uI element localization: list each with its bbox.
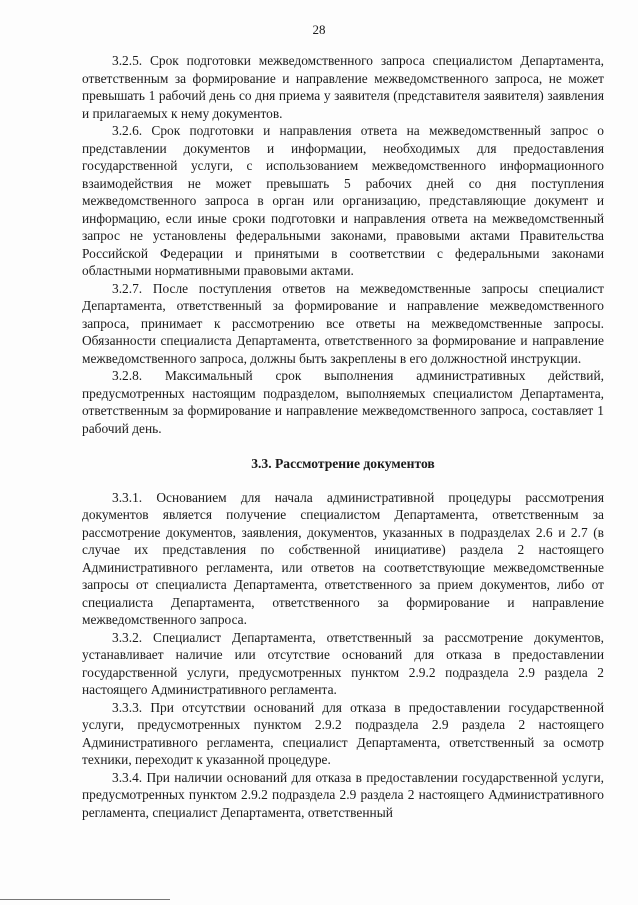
paragraph-3-2-8: 3.2.8. Максимальный срок выполнения административных действий, предусмотренных настоящим подразделом, выполняемых специалистом Департамента, ответственным за формирование и направление межведомственного запроса, составляет 1 рабочий день. — [82, 368, 604, 436]
section-title: 3.3. Рассмотрение документов — [251, 456, 435, 471]
paragraph-3-3-2: 3.3.2. Специалист Департамента, ответственный за рассмотрение документов, устанавливает наличие или отсутствие оснований для отказа в предоставлении государственной услуги, предусмотренных пунктом 2.9.2 подраздела 2.9 раздела 2 настоящего Административного регламента. — [82, 629, 604, 697]
footer-divider — [0, 899, 170, 900]
paragraph-3-3-1: 3.3.1. Основанием для начала административной процедуры рассмотрения документов является получение специалистом Департамента, ответственным за рассмотрение документов, заявления, документов, указанных в подразделах 2.6 и 2.7 (в случае их представления по собственной инициативе) раздела 2 настоящего Административного регламента, или ответов на соответствующие межведомственные запросы от специалиста Департамента, ответственного за прием документов, либо от специалиста Департамента, ответственного за формирование и направление межведомственного запроса. — [82, 489, 604, 627]
page-number: 28 — [312, 22, 326, 37]
paragraph-3-3-4: 3.3.4. При наличии оснований для отказа в предоставлении государственной услуги, предусмотренных пунктом 2.9.2 подраздела 2.9 раздела 2 настоящего Административного регламента, специалист Департамента, ответственный — [82, 769, 604, 820]
document-body — [82, 52, 604, 821]
paragraph-3-2-5: 3.2.5. Срок подготовки межведомственного запроса специалистом Департамента, ответственным за формирование и направление межведомственного запроса, не может превышать 1 рабочий день со дня приема у заявителя (представителя заявителя) заявления и прилагаемых к нему документов. — [82, 53, 604, 121]
paragraph-3-3-3: 3.3.3. При отсутствии оснований для отказа в предоставлении государственной услуги, предусмотренных пунктом 2.9.2 подраздела 2.9 раздела 2 настоящего Административного регламента, специалист Департамента, ответственный за осмотр техники, переходит к указанной процедуре. — [82, 699, 604, 767]
paragraph-3-2-6: 3.2.6. Срок подготовки и направления ответа на межведомственный запрос о представлении документов и информации, необходимых для предоставления государственной услуги, с использованием межведомственного информационного взаимодействия не может превышать 5 рабочих дней со дня поступления межведомственного запроса в орган или организацию, представляющие документ и информацию, если иные сроки подготовки и направления ответа на межведомственный запрос не установлены федеральными законами, правовыми актами Правительства Российской Федерации и принятыми в соответствии с федеральными законами областными нормативными правовыми актами. — [82, 123, 604, 278]
paragraph-3-2-7: 3.2.7. После поступления ответов на межведомственные запросы специалист Департамента, ответственный за формирование и направление межведомственного запроса, принимает к рассмотрению все ответы на межведомственные запросы. Обязанности специалиста Департамента, ответственного за формирование и направление межведомственного запроса, должны быть закреплены в его должностной инструкции. — [82, 280, 604, 366]
